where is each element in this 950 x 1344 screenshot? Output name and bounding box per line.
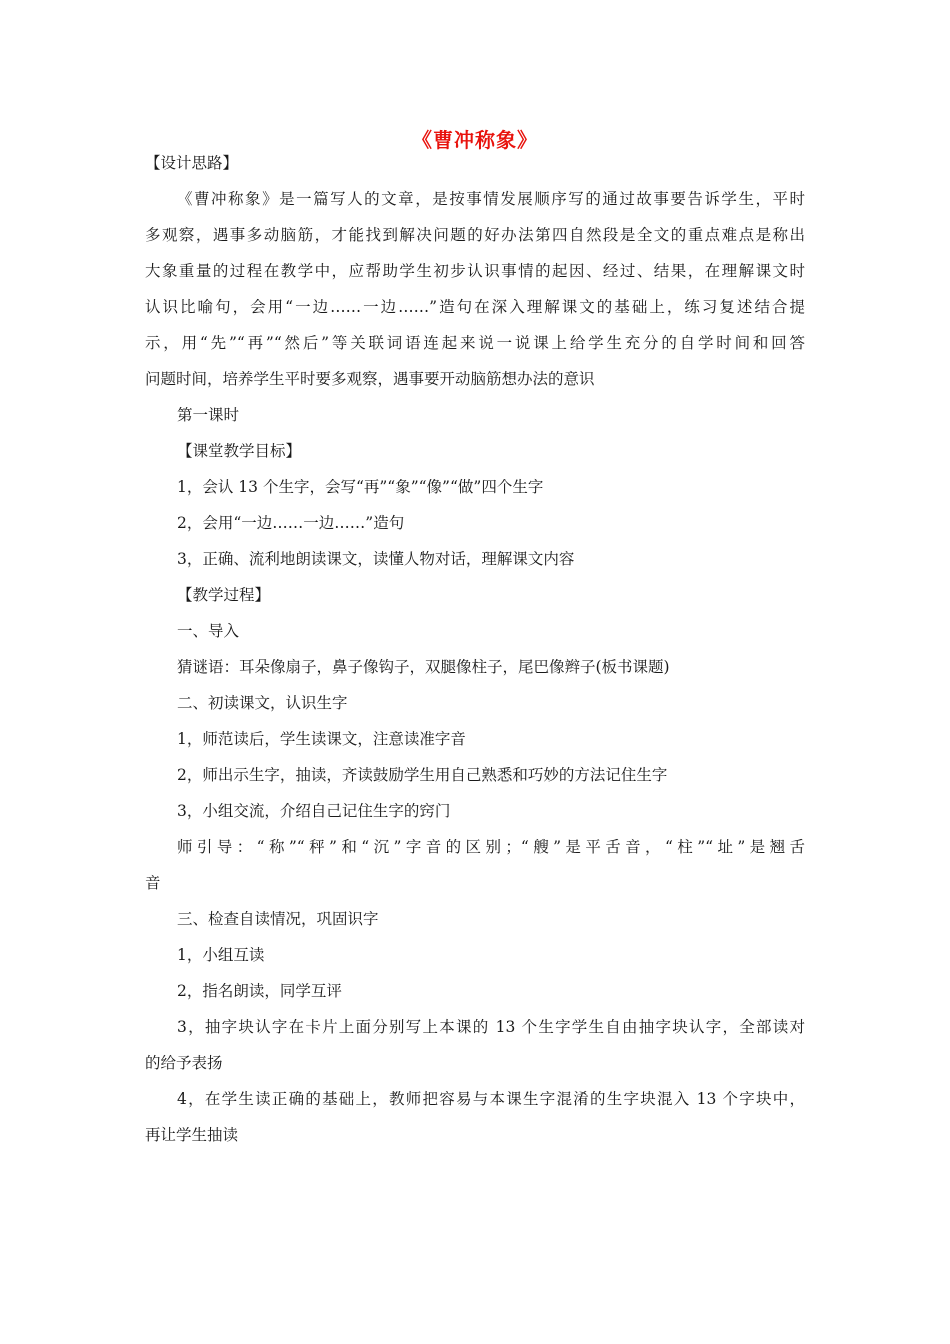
design-paragraph-line: 大象重量的过程在教学中，应帮助学生初步认识事情的起因、经过、结果，在理解课文时 bbox=[145, 262, 805, 280]
process-heading: 【教学过程】 bbox=[177, 586, 271, 604]
guide-text: 音 bbox=[145, 874, 161, 892]
document-title: 《曹冲称象》 bbox=[412, 128, 538, 152]
step-item: 3，小组交流，介绍自己记住生字的窍门 bbox=[177, 802, 451, 820]
step-item: 4，在学生读正确的基础上，教师把容易与本课生字混淆的生字块混入 13 个字块中， bbox=[177, 1090, 805, 1108]
design-paragraph-line: 认识比喻句，会用“一边……一边……”造句在深入理解课文的基础上，练习复述结合提 bbox=[145, 298, 805, 316]
design-paragraph-line: 《曹冲称象》是一篇写人的文章，是按事情发展顺序写的通过故事要告诉学生，平时 bbox=[177, 190, 805, 208]
lesson-one-label: 第一课时 bbox=[177, 406, 240, 424]
section-heading: 二、初读课文，认识生字 bbox=[177, 694, 348, 712]
step-item: 1，小组互读 bbox=[177, 946, 265, 964]
step-item: 2，指名朗读，同学互评 bbox=[177, 982, 342, 1000]
design-paragraph-line: 问题时间，培养学生平时要多观察，遇事要开动脑筋想办法的意识 bbox=[145, 370, 595, 388]
section-heading: 三、检查自读情况，巩固识字 bbox=[177, 910, 379, 928]
section-heading: 一、导入 bbox=[177, 622, 240, 640]
design-paragraph-line: 示，用“先”“再”“然后”等关联词语连起来说一说课上给学生充分的自学时间和回答 bbox=[145, 334, 805, 352]
step-item: 再让学生抽读 bbox=[145, 1126, 239, 1144]
goal-item: 3，正确、流利地朗读课文，读懂人物对话，理解课文内容 bbox=[177, 550, 575, 568]
goal-item: 2，会用“一边……一边……”造句 bbox=[177, 514, 405, 532]
guide-text: 师引导：“称”“秤”和“沉”字音的区别；“艘”是平舌音，“柱”“址”是翘舌 bbox=[177, 838, 805, 856]
goal-item: 1，会认 13 个生字，会写“再”“象”“像”“做”四个生字 bbox=[177, 478, 544, 496]
step-item: 1，师范读后，学生读课文，注意读准字音 bbox=[177, 730, 466, 748]
goals-heading: 【课堂教学目标】 bbox=[177, 442, 302, 460]
step-item: 的给予表扬 bbox=[145, 1054, 223, 1072]
design-paragraph-line: 多观察，遇事多动脑筋，才能找到解决问题的好办法第四自然段是全文的重点难点是称出 bbox=[145, 226, 805, 244]
step-item: 3，抽字块认字在卡片上面分别写上本课的 13 个生字学生自由抽字块认字，全部读对 bbox=[177, 1018, 805, 1036]
design-heading: 【设计思路】 bbox=[145, 154, 239, 172]
step-item: 2，师出示生字，抽读，齐读鼓励学生用自己熟悉和巧妙的方法记住生字 bbox=[177, 766, 668, 784]
riddle-text: 猜谜语：耳朵像扇子，鼻子像钩子，双腿像柱子，尾巴像辫子(板书课题) bbox=[177, 658, 670, 676]
